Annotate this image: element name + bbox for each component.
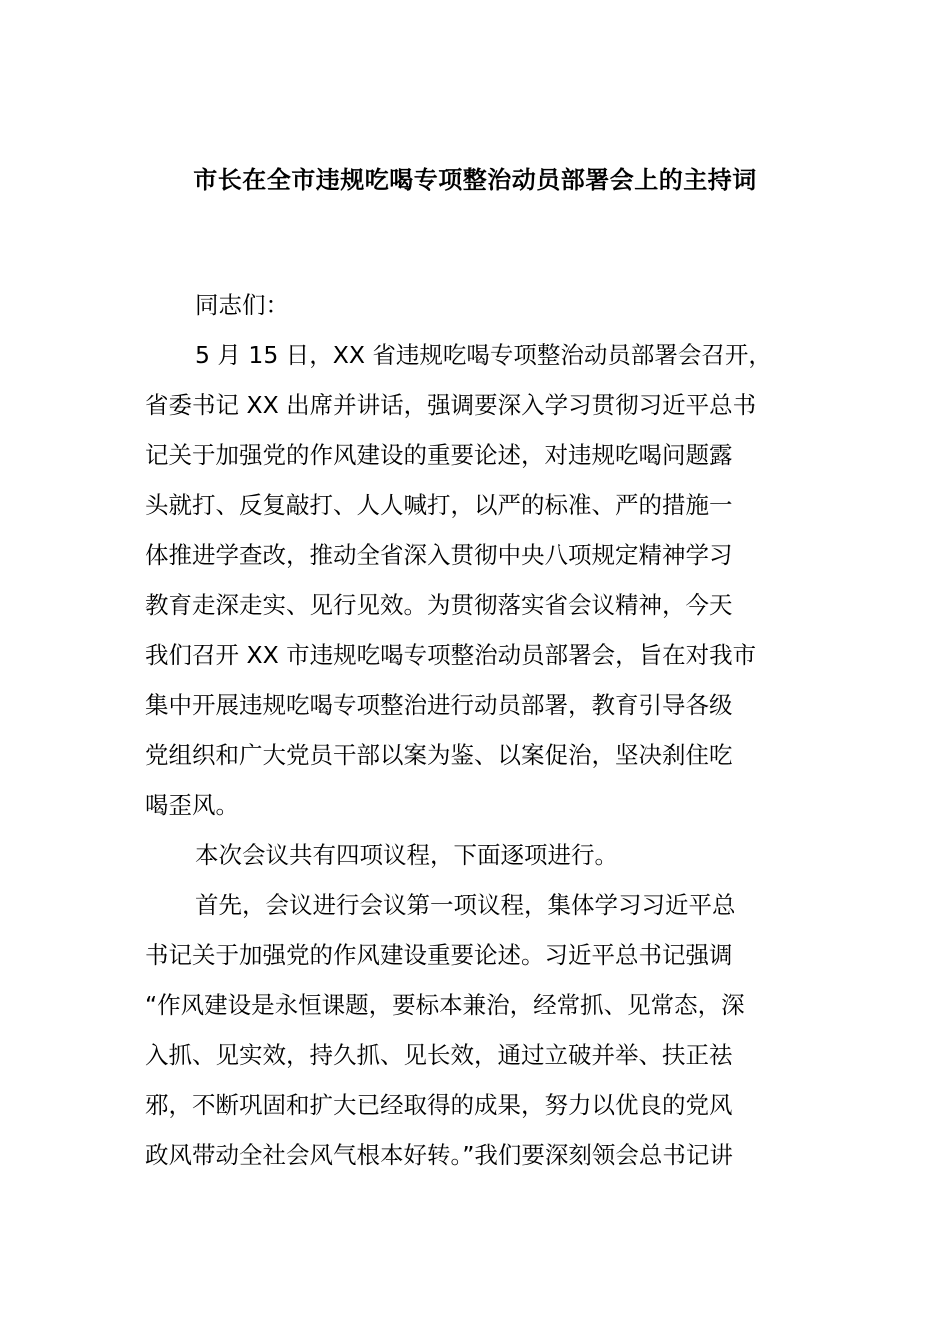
paragraph-line: 5 月 15 日，XX 省违规吃喝专项整治动员部署会召开， [195, 341, 772, 369]
paragraph-line: 政风带动全社会风气根本好转。”我们要深刻领会总书记讲 [145, 1141, 733, 1169]
paragraph-line: 党组织和广大党员干部以案为鉴、以案促治，坚决刹住吃 [145, 741, 733, 769]
salutation-line: 同志们： [195, 291, 289, 319]
paragraph-line: 首先，会议进行会议第一项议程，集体学习习近平总 [195, 891, 736, 919]
paragraph-line: 头就打、反复敲打、人人喊打，以严的标准、严的措施一 [145, 491, 733, 519]
paragraph-line: 书记关于加强党的作风建设重要论述。习近平总书记强调 [145, 941, 733, 969]
paragraph-line: 邪，不断巩固和扩大已经取得的成果，努力以优良的党风 [145, 1091, 733, 1119]
paragraph-line: 集中开展违规吃喝专项整治进行动员部署，教育引导各级 [145, 691, 733, 719]
paragraph-line: 我们召开 XX 市违规吃喝专项整治动员部署会，旨在对我市 [145, 641, 757, 669]
paragraph-line: 教育走深走实、见行见效。为贯彻落实省会议精神，今天 [145, 591, 733, 619]
paragraph-line: 入抓、见实效，持久抓、见长效，通过立破并举、扶正祛 [145, 1041, 733, 1069]
document-body [145, 280, 815, 1180]
paragraph-line: 喝歪风。 [145, 791, 239, 819]
paragraph-line: 省委书记 XX 出席并讲话，强调要深入学习贯彻习近平总书 [145, 391, 757, 419]
paragraph-line: 记关于加强党的作风建设的重要论述，对违规吃喝问题露 [145, 441, 733, 469]
paragraph-line: “作风建设是永恒课题，要标本兼治，经常抓、见常态，深 [145, 991, 745, 1019]
paragraph-line: 本次会议共有四项议程，下面逐项进行。 [195, 841, 618, 869]
document-title: 市长在全市违规吃喝专项整治动员部署会上的主持词 [193, 166, 757, 194]
paragraph-line: 体推进学查改，推动全省深入贯彻中央八项规定精神学习 [145, 541, 733, 569]
